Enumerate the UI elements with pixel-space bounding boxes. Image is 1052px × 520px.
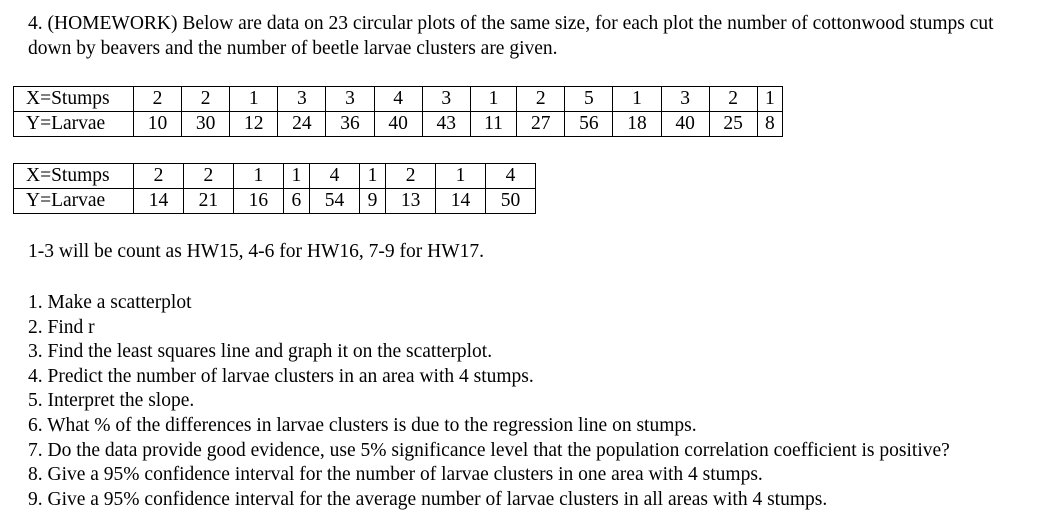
data-table-1: [13, 86, 783, 137]
y-value: 11: [470, 112, 516, 137]
y-value: 40: [661, 112, 709, 137]
y-value: 12: [230, 112, 278, 137]
x-value: 2: [517, 87, 565, 112]
y-label: Y=Larvae: [14, 189, 134, 214]
y-value: 13: [386, 189, 436, 214]
question-item: 7. Do the data provide good evidence, use 5% significance level that the population correlation coefficient is positive?: [28, 439, 950, 461]
x-value: 2: [183, 164, 233, 189]
y-value: 9: [359, 189, 385, 214]
x-label: X=Stumps: [14, 164, 134, 189]
y-value: 21: [183, 189, 233, 214]
question-item: 5. Interpret the slope.: [28, 390, 195, 412]
stumps-row: [14, 87, 783, 112]
y-value: 8: [757, 112, 782, 137]
question-item: 1. Make a scatterplot: [28, 292, 192, 313]
y-value: 14: [436, 189, 486, 214]
question-item: 2. Find r: [28, 316, 95, 338]
x-value: 4: [374, 87, 422, 112]
y-value: 16: [233, 189, 283, 214]
x-value: 1: [233, 164, 283, 189]
question-item: 4. Predict the number of larvae clusters in an area with 4 stumps.: [28, 365, 534, 387]
x-value: 1: [613, 87, 661, 112]
larvae-row: [14, 189, 536, 214]
y-value: 40: [374, 112, 422, 137]
x-value: 3: [661, 87, 709, 112]
y-value: 36: [326, 112, 374, 137]
x-value: 1: [470, 87, 516, 112]
y-value: 50: [486, 189, 536, 214]
x-value: 4: [486, 164, 536, 189]
x-value: 4: [310, 164, 360, 189]
x-value: 2: [134, 164, 184, 189]
x-value: 2: [182, 87, 230, 112]
x-value: 3: [278, 87, 326, 112]
y-value: 6: [283, 189, 309, 214]
y-value: 56: [565, 112, 613, 137]
y-value: 43: [422, 112, 470, 137]
x-value: 1: [283, 164, 309, 189]
problem-heading: 4. (HOMEWORK) Below are data on 23 circular plots of the same size, for each plot the number of cottonwood stumps cut down by beavers and the number of beetle larvae clusters are given.: [28, 13, 994, 59]
x-value: 2: [134, 87, 182, 112]
x-label: X=Stumps: [14, 87, 134, 112]
stumps-row: [14, 164, 536, 189]
y-value: 24: [278, 112, 326, 137]
x-value: 1: [230, 87, 278, 112]
y-value: 25: [709, 112, 757, 137]
x-value: 2: [386, 164, 436, 189]
x-value: 3: [326, 87, 374, 112]
x-value: 5: [565, 87, 613, 112]
question-list: [28, 291, 950, 512]
question-item: 8. Give a 95% confidence interval for the number of larvae clusters in one area with 4 stumps.: [28, 464, 763, 486]
question-item: 6. What % of the differences in larvae clusters is due to the regression line on stumps.: [28, 414, 697, 436]
data-table-2: [13, 163, 536, 214]
x-value: 1: [436, 164, 486, 189]
y-value: 18: [613, 112, 661, 137]
y-value: 14: [134, 189, 184, 214]
y-value: 54: [310, 189, 360, 214]
y-value: 10: [134, 112, 182, 137]
larvae-row: [14, 112, 783, 137]
x-value: 1: [359, 164, 385, 189]
grading-note: 1-3 will be count as HW15, 4-6 for HW16, 7-9 for HW17.: [28, 241, 484, 262]
x-value: 1: [757, 87, 782, 112]
question-item: 9. Give a 95% confidence interval for the average number of larvae clusters in all areas with 4 stumps.: [28, 488, 828, 510]
x-value: 2: [709, 87, 757, 112]
y-value: 30: [182, 112, 230, 137]
y-label: Y=Larvae: [14, 112, 134, 137]
x-value: 3: [422, 87, 470, 112]
question-item: 3. Find the least squares line and graph it on the scatterplot.: [28, 341, 493, 363]
y-value: 27: [517, 112, 565, 137]
